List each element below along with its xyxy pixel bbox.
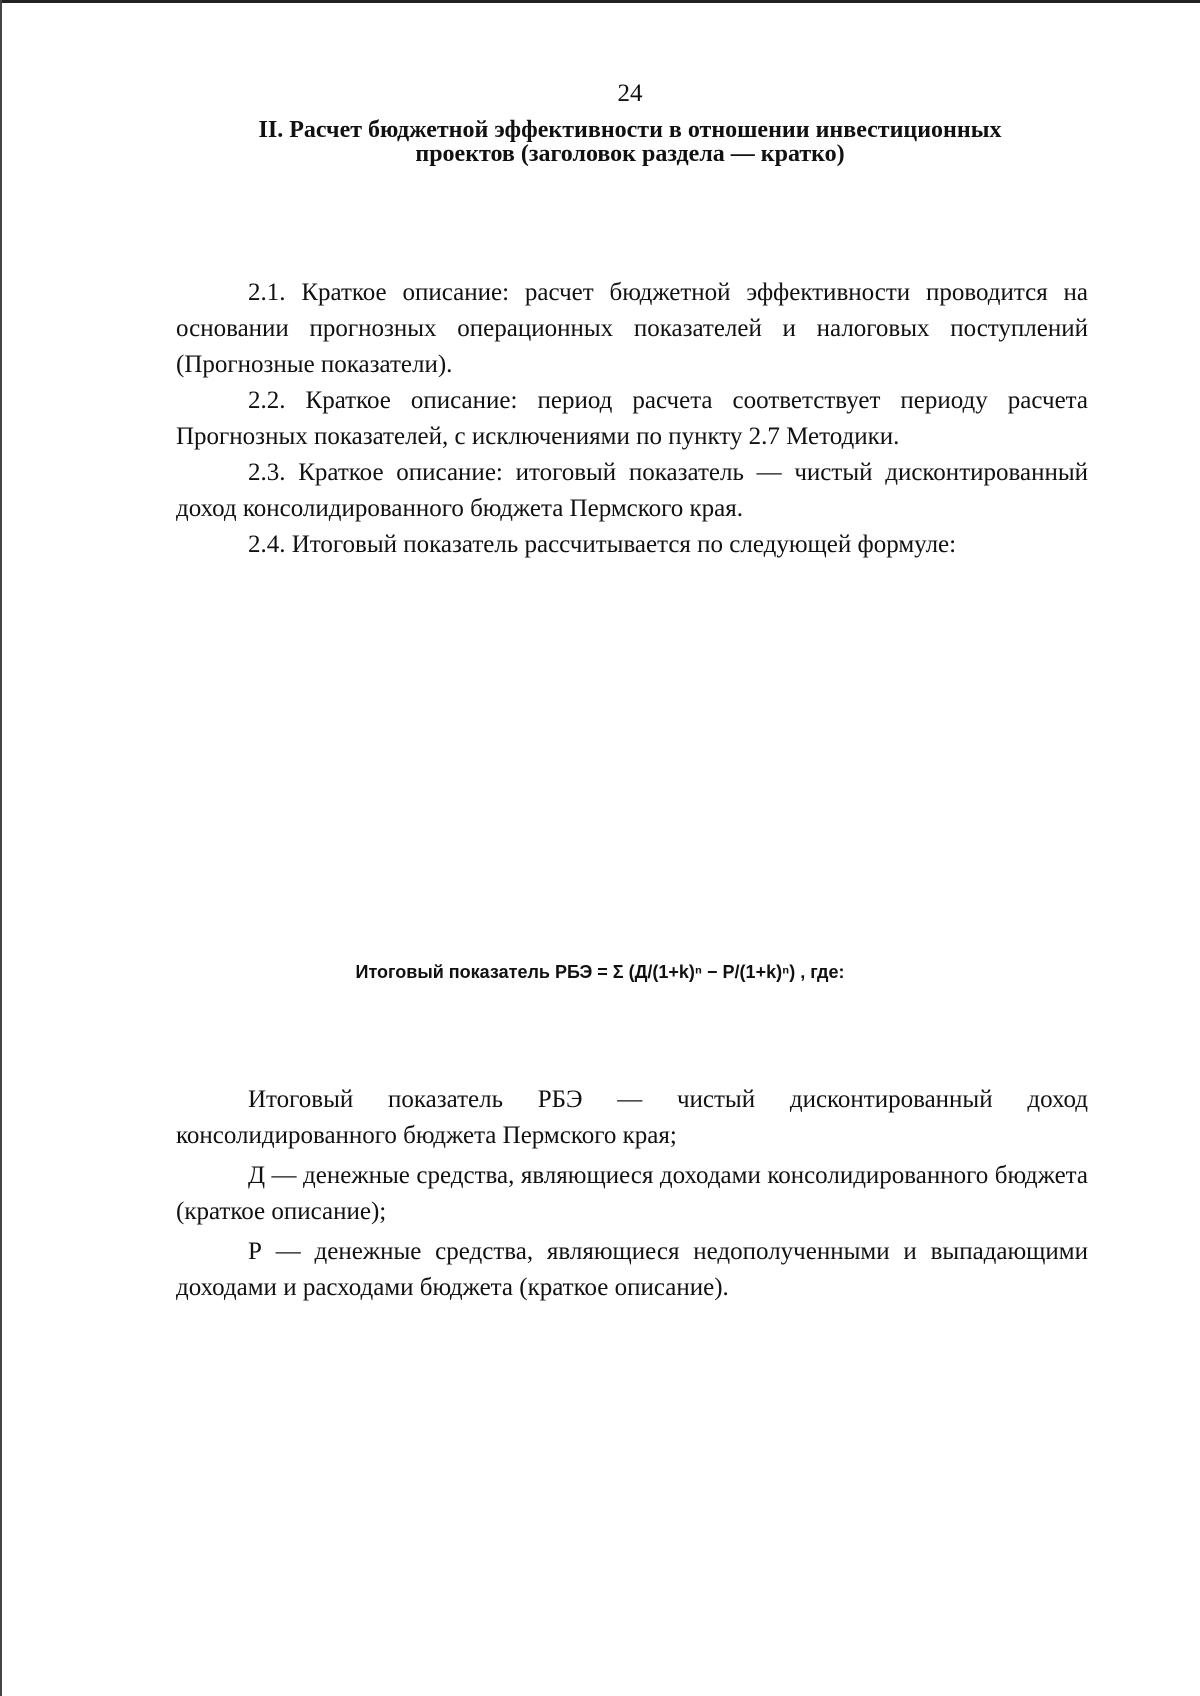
heading-line: проектов (заголовок раздела — кратко): [415, 141, 845, 167]
paragraph-2-2: 2.2. Краткое описание: период расчета соответствует периоду расчета Прогнозных показателей, с исключениями по пункту 2.7 Методики.: [176, 387, 1088, 450]
heading-line: II. Расчет бюджетной эффективности в отношении инвестиционных: [258, 117, 1002, 143]
definition-d: Д — денежные средства, являющиеся доходами консолидированного бюджета (краткое описание);: [176, 1162, 1088, 1225]
body-text: [176, 275, 1088, 563]
page-edge-top: [0, 0, 1200, 3]
definitions: [176, 1082, 1088, 1310]
paragraph-2-1: 2.1. Краткое описание: расчет бюджетной эффективности проводится на основании прогнозных операционных показателей и налоговых поступлений (Прогнозные показатели).: [176, 279, 1088, 378]
definition-rbe: Итоговый показатель РБЭ — чистый дисконтированный доход консолидированного бюджета Пермского края;: [176, 1086, 1088, 1149]
paragraph-2-3: 2.3. Краткое описание: итоговый показатель — чистый дисконтированный доход консолидированного бюджета Пермского края.: [176, 459, 1088, 522]
page-number: 24: [617, 80, 643, 107]
section-heading: [180, 118, 1080, 166]
definition-r: Р — денежные средства, являющиеся недополученными и выпадающими доходами и расходами бюджета (краткое описание).: [176, 1238, 1088, 1301]
paragraph-2-4: 2.4. Итоговый показатель рассчитывается по следующей формуле:: [248, 531, 957, 558]
page-edge-left: [0, 0, 2, 1696]
formula: Итоговый показатель РБЭ = Σ (Д/(1+k)ⁿ − Р/(1+k)ⁿ) , где:: [355, 962, 845, 982]
